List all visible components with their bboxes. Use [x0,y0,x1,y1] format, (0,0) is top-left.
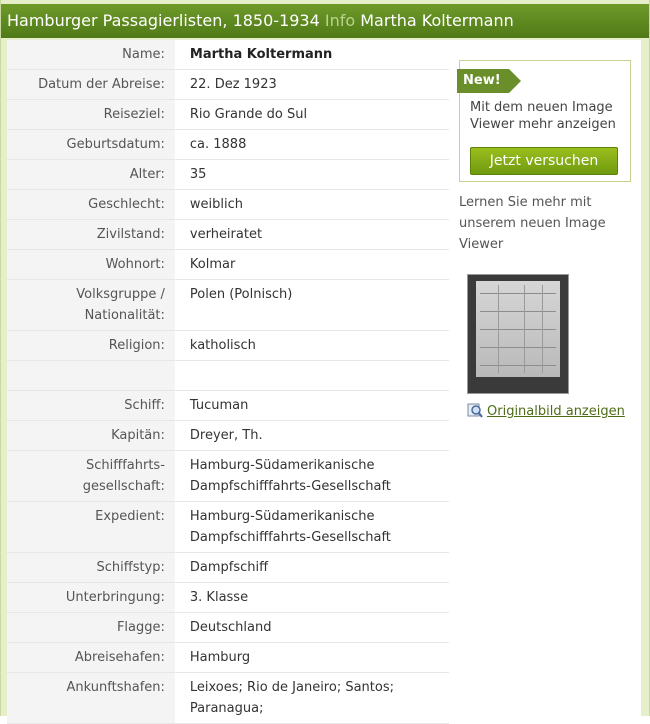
field-value [175,361,449,391]
field-value: Kolmar [175,250,449,280]
field-label [7,361,175,391]
collection-title: Hamburger Passagierlisten, 1850-1934 [7,11,320,30]
record-row [7,70,449,100]
field-label: Name: [7,40,175,70]
record-row [7,583,449,613]
field-label: Religion: [7,331,175,361]
field-value: Hamburg-Südamerikanische Dampfschifffahrts-Gesellschaft [175,502,449,553]
new-badge: New! [457,69,509,93]
learn-more-text: Lernen Sie mehr mit unserem neuen Image Viewer [459,195,606,252]
field-value: Leixoes; Rio de Janeiro; Santos; Paranagua; [175,673,449,724]
record-row [7,553,449,583]
record-row [7,190,449,220]
field-value: 35 [175,160,449,190]
field-label: Schiffstyp: [7,553,175,583]
record-row [7,643,449,673]
person-name-title: Martha Koltermann [360,11,514,30]
field-value: Dampfschiff [175,553,449,583]
image-viewer-promo [459,60,631,182]
record-row [7,100,449,130]
record-row [7,451,449,502]
view-original-label: Originalbild anzeigen [487,404,625,419]
field-value: Hamburg [175,643,449,673]
field-value: weiblich [175,190,449,220]
info-label: Info [324,11,356,30]
field-label: Alter: [7,160,175,190]
field-value: ca. 1888 [175,130,449,160]
field-value: Tucuman [175,391,449,421]
field-label: Abreisehafen: [7,643,175,673]
record-row [7,361,449,391]
record-row [7,40,449,70]
field-label: Geschlecht: [7,190,175,220]
record-row [7,391,449,421]
field-value: Dreyer, Th. [175,421,449,451]
field-value: Polen (Polnisch) [175,280,449,331]
record-row [7,130,449,160]
record-image-thumbnail[interactable] [467,274,569,394]
field-value: verheiratet [175,220,449,250]
field-label: Ankunftshafen: [7,673,175,724]
try-now-button[interactable]: Jetzt versuchen [470,147,618,175]
field-label: Schiff: [7,391,175,421]
record-row [7,421,449,451]
field-label: Zivilstand: [7,220,175,250]
record-table [7,40,449,724]
field-label: Volksgruppe / Nationalität: [7,280,175,331]
field-label: Wohnort: [7,250,175,280]
field-label: Kapitän: [7,421,175,451]
field-label: Unterbringung: [7,583,175,613]
magnifier-icon [467,402,483,418]
record-row [7,613,449,643]
record-row [7,502,449,553]
field-value: Deutschland [175,613,449,643]
field-value: Rio Grande do Sul [175,100,449,130]
image-viewer-sidebar [459,60,631,419]
record-row [7,250,449,280]
scanned-page-graphic [476,281,560,377]
record-row [7,160,449,190]
field-label: Expedient: [7,502,175,553]
field-value: Hamburg-Südamerikanische Dampfschifffahrts-Gesellschaft [175,451,449,502]
page-title-bar [1,4,649,38]
record-row [7,280,449,331]
record-row [7,331,449,361]
field-label: Reiseziel: [7,100,175,130]
field-value: 3. Klasse [175,583,449,613]
field-label: Flagge: [7,613,175,643]
field-value: Martha Koltermann [175,40,449,70]
field-label: Geburtsdatum: [7,130,175,160]
field-label: Datum der Abreise: [7,70,175,100]
record-panel [7,40,641,716]
view-original-image-link[interactable] [467,402,637,420]
field-value: 22. Dez 1923 [175,70,449,100]
field-value: katholisch [175,331,449,361]
promo-text: Mit dem neuen Image Viewer mehr anzeigen [470,100,616,132]
record-row [7,220,449,250]
field-label: Schifffahrts-gesellschaft: [7,451,175,502]
